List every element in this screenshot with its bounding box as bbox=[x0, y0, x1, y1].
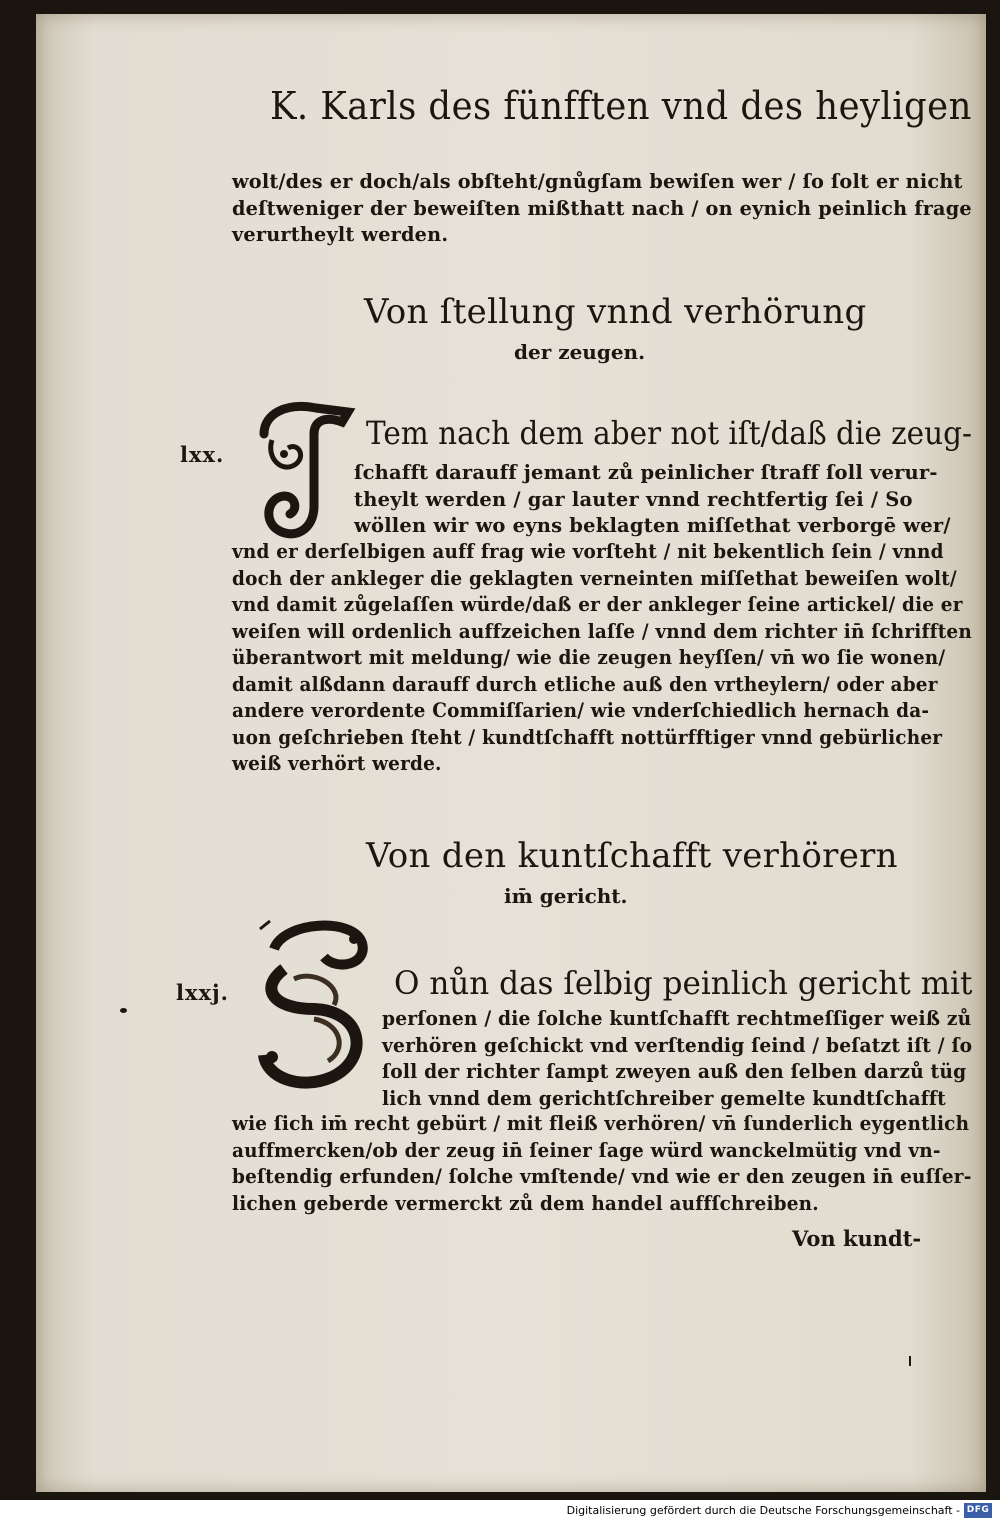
text-line: wöllen wir wo eyns beklagten miſſethat verborgē wer/ bbox=[354, 514, 951, 537]
initial-s-ornament bbox=[244, 909, 384, 1094]
section-paragraph bbox=[232, 1111, 1000, 1217]
text-line: verurtheylt werden. bbox=[232, 223, 449, 246]
text-line: verhören geſchickt vnd verſtendig ſeind / beſatzt iſt / ſo bbox=[382, 1033, 973, 1057]
section-lead: O nůn das ſelbig peinlich gericht mit bbox=[394, 964, 973, 1002]
section-paragraph bbox=[232, 539, 1000, 778]
dfg-logo: DFG bbox=[964, 1503, 992, 1518]
initial-letter bbox=[290, 414, 334, 524]
indented-paragraph bbox=[354, 460, 951, 540]
text-line: auffmercken/ob der zeug in̄ ſeiner ſage würd wanckelmütig vnd vn- bbox=[232, 1138, 941, 1162]
text-line: vnd er derſelbigen auff frag wie vorſteht / nit bekentlich ſein / vnnd bbox=[232, 540, 944, 563]
ink-speck bbox=[120, 1008, 127, 1013]
initial-j-ornament bbox=[256, 394, 356, 544]
text-line: deſtweniger der beweiſten mißthatt nach / on eynich peinlich frage bbox=[232, 196, 972, 220]
footer-bar bbox=[0, 1500, 1000, 1523]
ink-speck bbox=[909, 1356, 911, 1366]
section-lead: Tem nach dem aber not iſt/daß die zeug- bbox=[366, 414, 972, 452]
text-line: ſoll der richter ſampt zweyen auß den ſelben darzů tüg bbox=[382, 1060, 967, 1083]
section-subheading: der zeugen. bbox=[514, 340, 646, 364]
text-line: doch der ankleger die geklagten verneinten miſſethat beweiſen wolt/ bbox=[232, 566, 957, 590]
text-line: andere verordente Commiſſarien/ wie vnderſchiedlich hernach da- bbox=[232, 699, 930, 722]
text-line: vnd damit zůgelaſſen würde/daß er der ankleger ſeine artickel/ die er bbox=[232, 593, 963, 616]
text-line: uon geſchrieben ſteht / kundtſchafft nottürfftiger vnnd gebürlicher bbox=[232, 725, 943, 749]
footer-credit: Digitalisierung gefördert durch die Deutsche Forschungsgemeinschaft - bbox=[566, 1504, 960, 1517]
section-subheading: im̄ gericht. bbox=[504, 884, 628, 908]
opening-paragraph bbox=[232, 169, 981, 249]
indented-paragraph bbox=[382, 1006, 999, 1112]
text-line: lichen geberde vermerckt zů dem handel auffſchreiben. bbox=[232, 1191, 819, 1215]
section-heading: Von ſtellung vnnd verhörung bbox=[364, 292, 867, 332]
text-line: beſtendig erfunden/ ſolche vmſtende/ vnd wie er den zeugen in̄ euſſer- bbox=[232, 1165, 972, 1188]
catchword: Von kundt- bbox=[792, 1226, 922, 1251]
initial-letter bbox=[284, 929, 380, 1069]
text-line: weiſen will ordenlich auffzeichen laſſe / vnnd dem richter in̄ ſchrifften bbox=[232, 619, 972, 643]
text-line: weiß verhört werde. bbox=[232, 752, 442, 775]
marginal-number: lxx. bbox=[180, 442, 225, 467]
marginal-number: lxxj. bbox=[176, 980, 229, 1005]
text-line: perſonen / die ſolche kuntſchafft rechtmeſſiger weiß zů bbox=[382, 1007, 972, 1030]
text-line: überantwort mit meldung/ wie die zeugen heyſſen/ vn̄ wo ſie wonen/ bbox=[232, 646, 946, 669]
text-line: lich vnnd dem gerichtſchreiber gemelte kundtſchafft bbox=[382, 1086, 946, 1110]
text-line: theylt werden / gar lauter vnnd rechtfertig ſei / So bbox=[354, 487, 913, 511]
text-line: damit alßdann darauff durch etliche auß den vrtheylern/ oder aber bbox=[232, 672, 938, 696]
book-page bbox=[36, 14, 986, 1492]
text-line: wolt/des er doch/als obſteht/gnůgſam bewiſen wer / ſo ſolt er nicht bbox=[232, 170, 963, 193]
running-head: K. Karls des fünfften vnd des heyligen bbox=[270, 84, 972, 128]
section-heading: Von den kuntſchafft verhörern bbox=[366, 836, 898, 876]
text-line: ſchafft darauff jemant zů peinlicher ſtraff ſoll verur- bbox=[354, 461, 938, 484]
text-line: wie ſich im̄ recht gebürt / mit fleiß verhören/ vn̄ ſunderlich eygentlich bbox=[232, 1112, 970, 1135]
